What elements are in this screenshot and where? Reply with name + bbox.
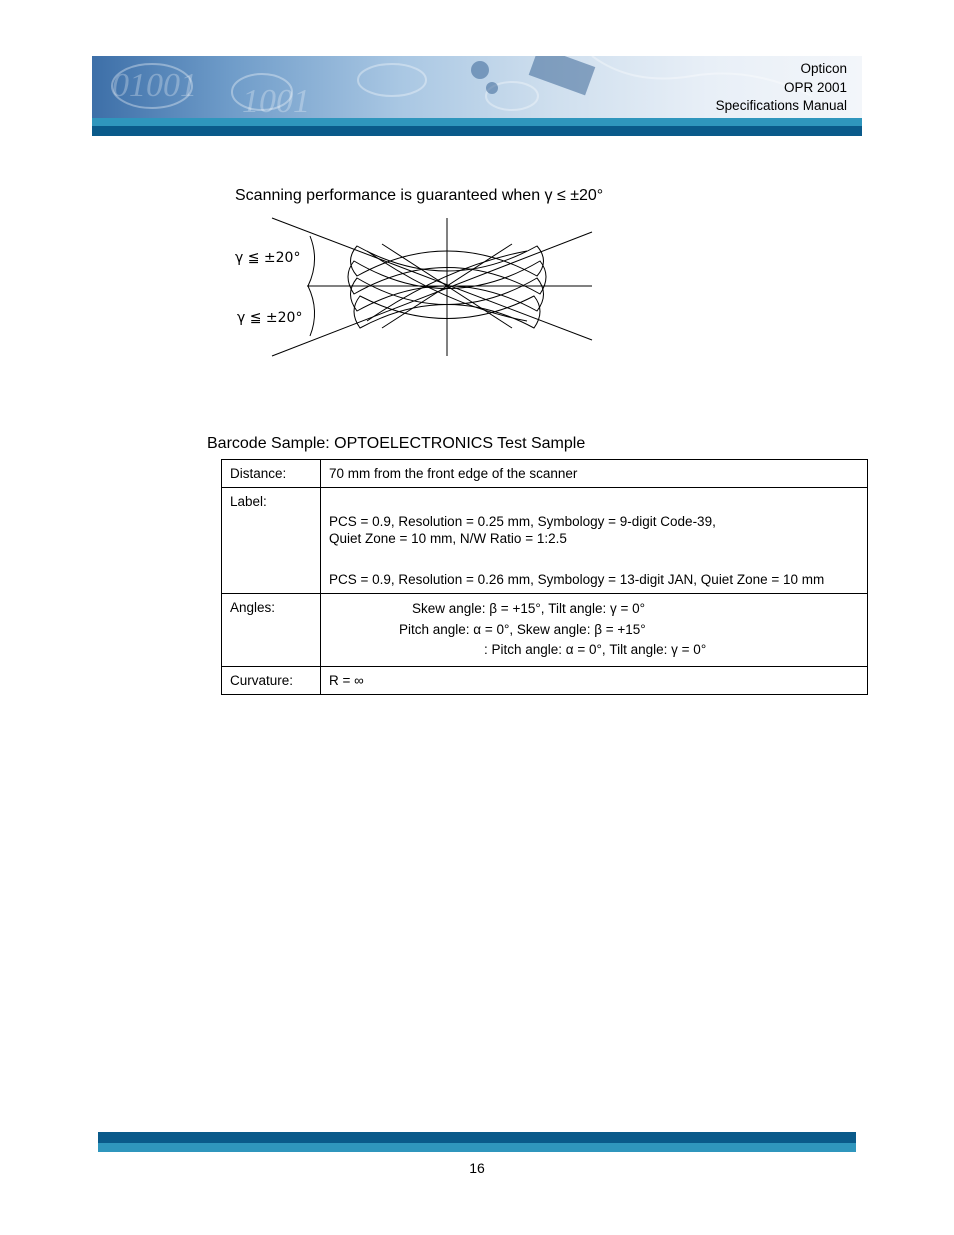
figure-caption: Scanning performance is guaranteed when γ ≤ ±20° <box>235 187 604 204</box>
label-value <box>321 488 868 594</box>
distance-value: 70 mm from the front edge of the scanner <box>321 460 868 488</box>
diagram-upper-arc <box>308 236 315 286</box>
scan-angle-diagram <box>232 216 594 358</box>
table-row-distance <box>222 460 868 488</box>
header-band-dark <box>92 126 862 136</box>
diagram-label-bottom: γ ≦ ±20° <box>237 310 303 326</box>
spec-table <box>221 459 868 695</box>
header-text <box>716 60 847 116</box>
page-number: 16 <box>469 1160 485 1176</box>
table-row-angles <box>222 594 868 667</box>
angles-label: Angles: <box>222 594 321 667</box>
curvature-value: R = ∞ <box>321 666 868 694</box>
footer-band-light <box>98 1143 856 1152</box>
diagram-lower-arc <box>308 286 315 336</box>
angles-line-3: : Pitch angle: α = 0°, Tilt angle: γ = 0° <box>484 642 707 657</box>
header-product: OPR 2001 <box>783 79 847 95</box>
header-band-light <box>92 118 862 126</box>
svg-text:01001: 01001 <box>112 67 197 104</box>
angles-value <box>321 594 868 667</box>
table-caption: Barcode Sample: OPTOELECTRONICS Test Sample <box>207 435 586 452</box>
table-row-label <box>222 488 868 594</box>
diagram-label-top: γ ≦ ±20° <box>235 250 301 266</box>
diagram-lower-angle-line <box>272 218 592 340</box>
curvature-label: Curvature: <box>222 666 321 694</box>
footer-band-dark <box>98 1132 856 1143</box>
angles-line-2: Pitch angle: α = 0°, Skew angle: β = +15° <box>399 621 646 637</box>
svg-text:1001: 1001 <box>242 83 310 118</box>
label-line-2: Quiet Zone = 10 mm, N/W Ratio = 1:2.5 <box>329 531 567 546</box>
page-header <box>92 56 862 136</box>
label-line-1: PCS = 0.9, Resolution = 0.25 mm, Symbology = 9-digit Code-39, <box>329 514 716 529</box>
label-label: Label: <box>222 488 321 594</box>
angles-line-1: Skew angle: β = +15°, Tilt angle: γ = 0° <box>412 601 646 616</box>
table-row-curvature <box>222 666 868 694</box>
label-line-3: PCS = 0.9, Resolution = 0.26 mm, Symbology = 13-digit JAN, Quiet Zone = 10 mm <box>329 572 825 587</box>
header-company: Opticon <box>800 61 847 76</box>
header-doc-title: Specifications Manual <box>715 98 847 113</box>
distance-label: Distance: <box>222 460 321 488</box>
